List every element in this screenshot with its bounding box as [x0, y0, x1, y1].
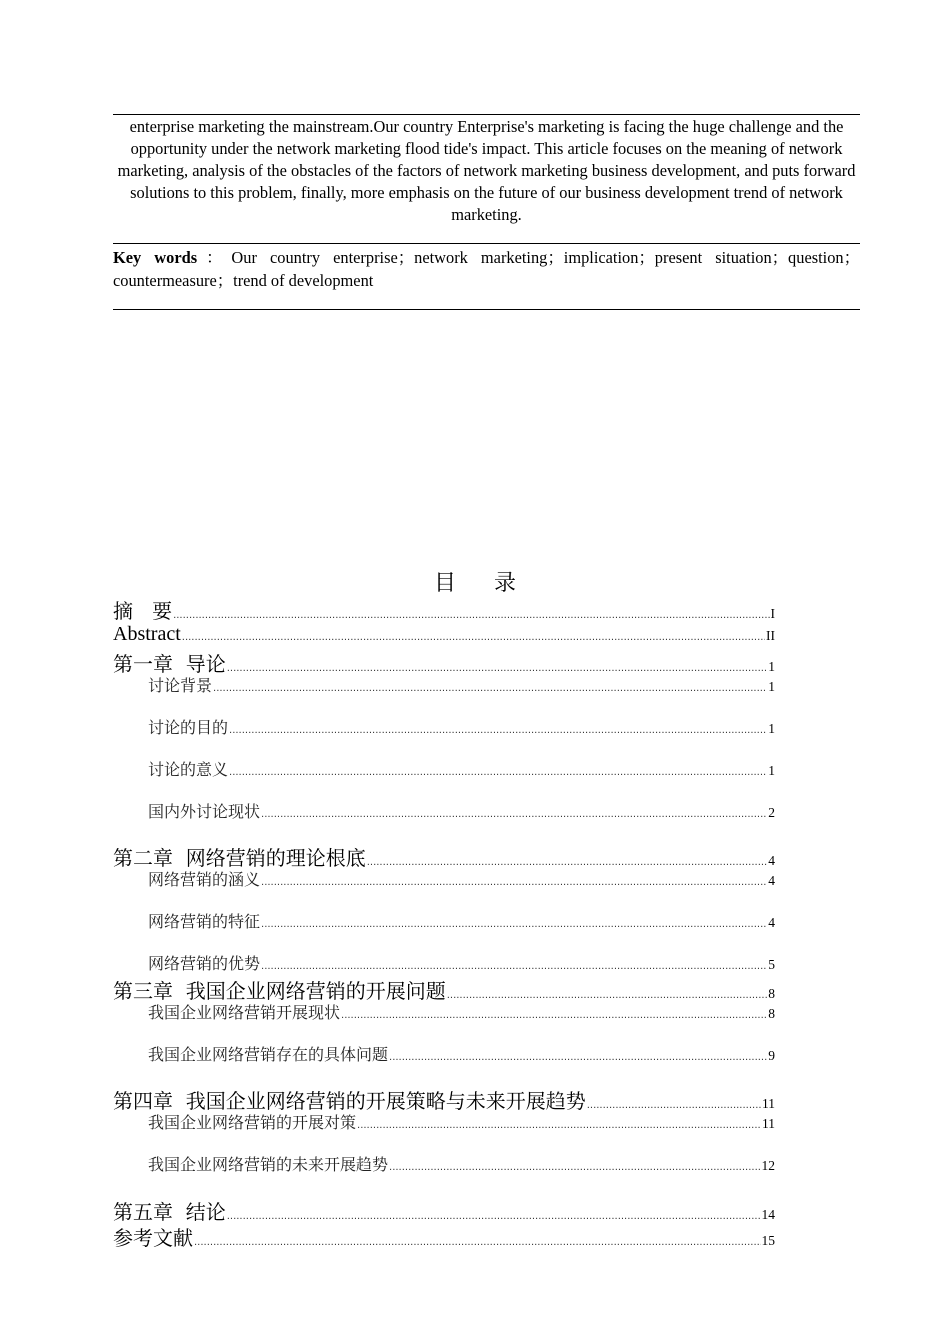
toc-entry[interactable] [148, 799, 775, 822]
toc-entry-page: I [770, 606, 775, 621]
toc-leader [213, 676, 767, 695]
toc-entry-label: 讨论的意义 [148, 760, 229, 779]
toc-entry-page: 14 [761, 1207, 775, 1222]
toc-entry-page: 4 [768, 873, 775, 888]
keywords-label: Key words [113, 248, 198, 267]
toc-leader [229, 760, 767, 779]
toc-leader [261, 870, 767, 889]
toc-entry-label: 第一章 导论 [113, 652, 226, 676]
toc-entry-page: 1 [768, 721, 775, 736]
toc-entry[interactable] [148, 1110, 775, 1133]
toc-entry-label: 参考文献 [113, 1226, 193, 1250]
toc-entry[interactable] [113, 595, 775, 624]
toc-entry[interactable] [148, 757, 775, 780]
toc-entry-label: 摘 要 [113, 599, 173, 623]
abstract-text: enterprise marketing the mainstream.Our country Enterprise's marketing is facing the huge challenge and the opportunity under the network marketing flood tide's impact. This article focuses on the meaning of network marketing, analysis of the obstacles of the factors of network marketing business development, and puts forward solutions to this problem, finally, more emphasis on the future of our business development trend of network marketing. [117, 117, 856, 224]
toc-entry-page: 4 [768, 915, 775, 930]
toc-leader [261, 954, 767, 973]
toc-entry-label: 第四章 我国企业网络营销的开展策略与未来开展趋势 [113, 1089, 586, 1113]
toc-entry-page: II [766, 628, 775, 643]
toc-entry-label: 网络营销的特征 [148, 912, 261, 931]
toc-entry-label: 第五章 结论 [113, 1200, 226, 1224]
toc-entry-page: 12 [761, 1158, 775, 1173]
toc-entry-page: 1 [768, 763, 775, 778]
toc-leader [173, 599, 769, 623]
toc-entry-page: 8 [768, 986, 775, 1001]
keywords-text: ：Our country enterprise；network marketing；implication；present situation；question； countermeasure；trend of development [113, 248, 860, 290]
toc-entry-label: 我国企业网络营销存在的具体问题 [148, 1045, 389, 1064]
abstract-top-rule [113, 114, 860, 115]
toc-leader [341, 1003, 767, 1022]
toc-entry-page: 11 [762, 1116, 775, 1131]
toc-entry-label: 网络营销的涵义 [148, 870, 261, 889]
toc-leader [194, 1226, 761, 1250]
keywords [113, 246, 860, 292]
toc-entry-label: 讨论的目的 [148, 718, 229, 737]
toc-entry[interactable] [148, 715, 775, 738]
toc-entry-label: Abstract [113, 623, 181, 645]
toc-leader [182, 621, 765, 645]
toc-entry-page: 2 [768, 805, 775, 820]
toc-entry-page: 1 [768, 679, 775, 694]
toc-entry-page: 9 [768, 1048, 775, 1063]
toc-entry-label: 第二章 网络营销的理论根底 [113, 846, 366, 870]
abstract-bottom-rule [113, 243, 860, 244]
toc-entry[interactable] [113, 1222, 775, 1251]
toc-leader [357, 1113, 761, 1132]
toc-entry-page: 1 [768, 659, 775, 674]
toc-entry[interactable] [113, 1196, 775, 1225]
toc-entry-page: 5 [768, 957, 775, 972]
toc-entry-label: 网络营销的优势 [148, 954, 261, 973]
toc-entry[interactable] [113, 621, 775, 646]
toc-leader [389, 1045, 767, 1064]
toc-leader [227, 1200, 761, 1224]
toc-entry-page: 4 [768, 853, 775, 868]
toc-entry-label: 我国企业网络营销的开展对策 [148, 1113, 357, 1132]
toc-entry-page: 11 [762, 1096, 775, 1111]
toc-entry[interactable] [148, 1000, 775, 1023]
toc-entry-page: 15 [761, 1233, 775, 1248]
toc-entry[interactable] [148, 951, 775, 974]
toc-entry-label: 我国企业网络营销开展现状 [148, 1003, 341, 1022]
toc-entry[interactable] [148, 673, 775, 696]
toc-title: 目录 [433, 571, 554, 596]
toc-entry[interactable] [148, 1042, 775, 1065]
toc-entry-label: 我国企业网络营销的未来开展趋势 [148, 1155, 389, 1174]
toc-leader [261, 802, 767, 821]
toc-leader [229, 718, 767, 737]
toc-entry-label: 第三章 我国企业网络营销的开展问题 [113, 979, 446, 1003]
toc-leader [261, 912, 767, 931]
toc-leader [389, 1155, 760, 1174]
keywords-bottom-rule [113, 309, 860, 310]
toc-entry[interactable] [148, 909, 775, 932]
toc-entry[interactable] [148, 867, 775, 890]
toc-entry-page: 8 [768, 1006, 775, 1021]
toc-entry[interactable] [148, 1152, 775, 1175]
toc-entry-label: 讨论背景 [148, 676, 213, 695]
toc-entry-label: 国内外讨论现状 [148, 802, 261, 821]
